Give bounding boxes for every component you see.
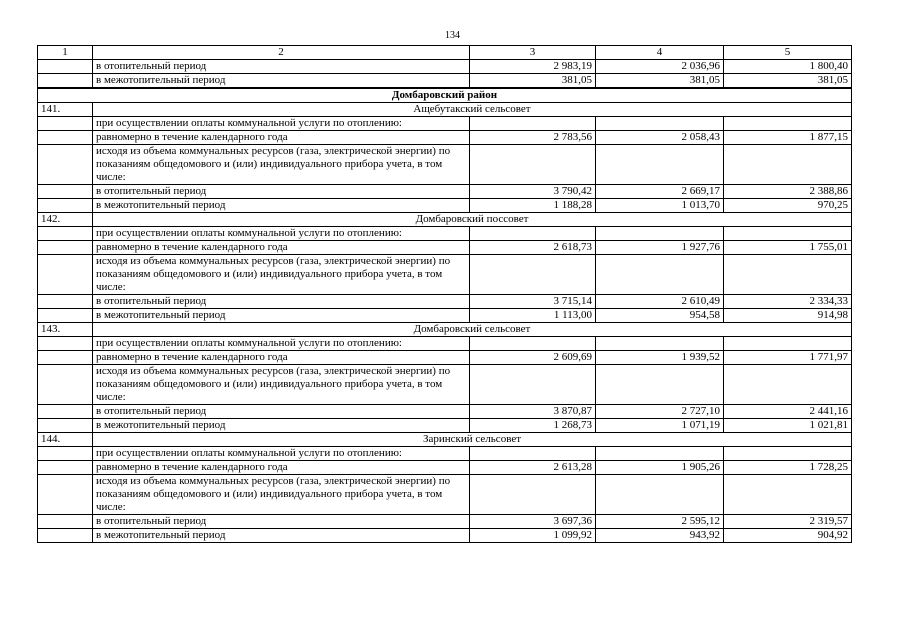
value-col3: 1 188,28 bbox=[470, 199, 596, 213]
value-col3 bbox=[470, 145, 596, 185]
row-label: равномерно в течение календарного года bbox=[93, 131, 470, 145]
value-col4 bbox=[596, 475, 724, 515]
value-col4: 1 905,26 bbox=[596, 461, 724, 475]
value-col4: 2 610,49 bbox=[596, 295, 724, 309]
table-row bbox=[38, 309, 852, 323]
district-row bbox=[38, 88, 852, 103]
table-row bbox=[38, 447, 852, 461]
value-col5: 904,92 bbox=[724, 529, 852, 543]
row-label: в межотопительный период bbox=[93, 419, 470, 433]
locality-row bbox=[38, 103, 852, 117]
locality-row bbox=[38, 213, 852, 227]
value-col5: 1 800,40 bbox=[724, 60, 852, 74]
value-col4 bbox=[596, 255, 724, 295]
row-index-cell bbox=[38, 419, 93, 433]
row-index-cell bbox=[38, 475, 93, 515]
value-col5: 2 441,16 bbox=[724, 405, 852, 419]
row-label: в межотопительный период bbox=[93, 199, 470, 213]
row-index-cell bbox=[38, 131, 93, 145]
value-col5: 914,98 bbox=[724, 309, 852, 323]
row-label: исходя из объема коммунальных ресурсов (газа, электрической энергии) по показаниям общедомового и (или) индивидуального прибора учета, в том числе: bbox=[93, 475, 470, 515]
value-col3 bbox=[470, 447, 596, 461]
row-index-cell bbox=[38, 405, 93, 419]
value-col3: 2 609,69 bbox=[470, 351, 596, 365]
row-index-cell bbox=[38, 365, 93, 405]
value-col5 bbox=[724, 145, 852, 185]
row-label: исходя из объема коммунальных ресурсов (газа, электрической энергии) по показаниям общедомового и (или) индивидуального прибора учета, в том числе: bbox=[93, 365, 470, 405]
locality-row bbox=[38, 323, 852, 337]
value-col5: 381,05 bbox=[724, 74, 852, 89]
value-col5: 1 728,25 bbox=[724, 461, 852, 475]
row-label: в межотопительный период bbox=[93, 74, 470, 89]
value-col3: 2 783,56 bbox=[470, 131, 596, 145]
row-index-cell bbox=[38, 309, 93, 323]
row-index-cell bbox=[38, 255, 93, 295]
table-row bbox=[38, 131, 852, 145]
row-index-cell bbox=[38, 185, 93, 199]
row-index-cell bbox=[38, 227, 93, 241]
value-col5 bbox=[724, 337, 852, 351]
value-col5: 2 334,33 bbox=[724, 295, 852, 309]
value-col4 bbox=[596, 337, 724, 351]
value-col3 bbox=[470, 255, 596, 295]
value-col4: 2 669,17 bbox=[596, 185, 724, 199]
locality-name: Ащебутакский сельсовет bbox=[93, 103, 852, 117]
row-index-cell bbox=[38, 447, 93, 461]
value-col5: 970,25 bbox=[724, 199, 852, 213]
value-col5: 2 388,86 bbox=[724, 185, 852, 199]
table-header-row bbox=[38, 46, 852, 60]
locality-index: 144. bbox=[38, 433, 93, 447]
row-label: равномерно в течение календарного года bbox=[93, 461, 470, 475]
value-col3 bbox=[470, 227, 596, 241]
table-row bbox=[38, 74, 852, 89]
row-index-cell bbox=[38, 337, 93, 351]
table-row bbox=[38, 529, 852, 543]
value-col4: 2 595,12 bbox=[596, 515, 724, 529]
value-col4 bbox=[596, 447, 724, 461]
value-col5: 2 319,57 bbox=[724, 515, 852, 529]
table-row bbox=[38, 351, 852, 365]
value-col3: 1 099,92 bbox=[470, 529, 596, 543]
value-col3: 3 870,87 bbox=[470, 405, 596, 419]
locality-name: Домбаровский сельсовет bbox=[93, 323, 852, 337]
value-col5 bbox=[724, 117, 852, 131]
row-index-cell bbox=[38, 199, 93, 213]
value-col3: 3 715,14 bbox=[470, 295, 596, 309]
value-col4 bbox=[596, 117, 724, 131]
table-row bbox=[38, 199, 852, 213]
value-col3: 381,05 bbox=[470, 74, 596, 89]
table-row bbox=[38, 365, 852, 405]
value-col5 bbox=[724, 365, 852, 405]
value-col3: 3 790,42 bbox=[470, 185, 596, 199]
column-header-1: 1 bbox=[38, 46, 93, 60]
row-index-cell bbox=[38, 515, 93, 529]
table-row bbox=[38, 145, 852, 185]
row-index-cell bbox=[38, 145, 93, 185]
value-col4: 1 071,19 bbox=[596, 419, 724, 433]
value-col3: 1 268,73 bbox=[470, 419, 596, 433]
column-header-4: 4 bbox=[596, 46, 724, 60]
table-row bbox=[38, 405, 852, 419]
value-col4: 1 927,76 bbox=[596, 241, 724, 255]
row-label: в отопительный период bbox=[93, 515, 470, 529]
value-col4: 2 036,96 bbox=[596, 60, 724, 74]
locality-index: 141. bbox=[38, 103, 93, 117]
table-row bbox=[38, 461, 852, 475]
table-row bbox=[38, 255, 852, 295]
value-col3: 2 618,73 bbox=[470, 241, 596, 255]
column-header-3: 3 bbox=[470, 46, 596, 60]
table-row bbox=[38, 475, 852, 515]
row-label: в отопительный период bbox=[93, 60, 470, 74]
row-label: в отопительный период bbox=[93, 405, 470, 419]
row-index-cell bbox=[38, 117, 93, 131]
row-label: при осуществлении оплаты коммунальной услуги по отоплению: bbox=[93, 227, 470, 241]
row-index-cell bbox=[38, 74, 93, 89]
row-index-cell bbox=[38, 295, 93, 309]
value-col3 bbox=[470, 117, 596, 131]
value-col4: 1 939,52 bbox=[596, 351, 724, 365]
row-label: при осуществлении оплаты коммунальной услуги по отоплению: bbox=[93, 117, 470, 131]
locality-index: 142. bbox=[38, 213, 93, 227]
value-col5 bbox=[724, 475, 852, 515]
table-row bbox=[38, 295, 852, 309]
value-col5: 1 877,15 bbox=[724, 131, 852, 145]
row-label: при осуществлении оплаты коммунальной услуги по отоплению: bbox=[93, 447, 470, 461]
locality-index: 143. bbox=[38, 323, 93, 337]
locality-row bbox=[38, 433, 852, 447]
row-index-cell bbox=[38, 241, 93, 255]
value-col4: 954,58 bbox=[596, 309, 724, 323]
value-col5: 1 755,01 bbox=[724, 241, 852, 255]
table-row bbox=[38, 117, 852, 131]
row-label: равномерно в течение календарного года bbox=[93, 351, 470, 365]
value-col5 bbox=[724, 255, 852, 295]
table-row bbox=[38, 227, 852, 241]
row-index-cell bbox=[38, 461, 93, 475]
locality-name: Домбаровский поссовет bbox=[93, 213, 852, 227]
value-col3: 2 613,28 bbox=[470, 461, 596, 475]
row-label: исходя из объема коммунальных ресурсов (газа, электрической энергии) по показаниям общедомового и (или) индивидуального прибора учета, в том числе: bbox=[93, 145, 470, 185]
value-col4 bbox=[596, 227, 724, 241]
row-index-cell bbox=[38, 529, 93, 543]
row-label: в межотопительный период bbox=[93, 309, 470, 323]
value-col3 bbox=[470, 475, 596, 515]
table-row bbox=[38, 337, 852, 351]
locality-name: Заринский сельсовет bbox=[93, 433, 852, 447]
table-row bbox=[38, 419, 852, 433]
table-row bbox=[38, 515, 852, 529]
value-col4 bbox=[596, 365, 724, 405]
value-col4: 943,92 bbox=[596, 529, 724, 543]
value-col4: 2 058,43 bbox=[596, 131, 724, 145]
district-title: Домбаровский район bbox=[38, 88, 852, 103]
table-row bbox=[38, 185, 852, 199]
row-label: в отопительный период bbox=[93, 295, 470, 309]
value-col3 bbox=[470, 365, 596, 405]
row-label: в отопительный период bbox=[93, 185, 470, 199]
value-col5: 1 771,97 bbox=[724, 351, 852, 365]
table-row bbox=[38, 241, 852, 255]
value-col3: 2 983,19 bbox=[470, 60, 596, 74]
row-index-cell bbox=[38, 351, 93, 365]
value-col4: 2 727,10 bbox=[596, 405, 724, 419]
value-col3 bbox=[470, 337, 596, 351]
value-col5 bbox=[724, 227, 852, 241]
row-label: исходя из объема коммунальных ресурсов (газа, электрической энергии) по показаниям общедомового и (или) индивидуального прибора учета, в том числе: bbox=[93, 255, 470, 295]
value-col4 bbox=[596, 145, 724, 185]
row-label: при осуществлении оплаты коммунальной услуги по отоплению: bbox=[93, 337, 470, 351]
value-col3: 3 697,36 bbox=[470, 515, 596, 529]
column-header-2: 2 bbox=[93, 46, 470, 60]
row-label: равномерно в течение календарного года bbox=[93, 241, 470, 255]
column-header-5: 5 bbox=[724, 46, 852, 60]
row-label: в межотопительный период bbox=[93, 529, 470, 543]
value-col5: 1 021,81 bbox=[724, 419, 852, 433]
row-index-cell bbox=[38, 60, 93, 74]
page-number: 134 bbox=[445, 30, 460, 41]
value-col5 bbox=[724, 447, 852, 461]
tariff-table bbox=[37, 45, 852, 543]
value-col3: 1 113,00 bbox=[470, 309, 596, 323]
value-col4: 1 013,70 bbox=[596, 199, 724, 213]
table-row bbox=[38, 60, 852, 74]
value-col4: 381,05 bbox=[596, 74, 724, 89]
